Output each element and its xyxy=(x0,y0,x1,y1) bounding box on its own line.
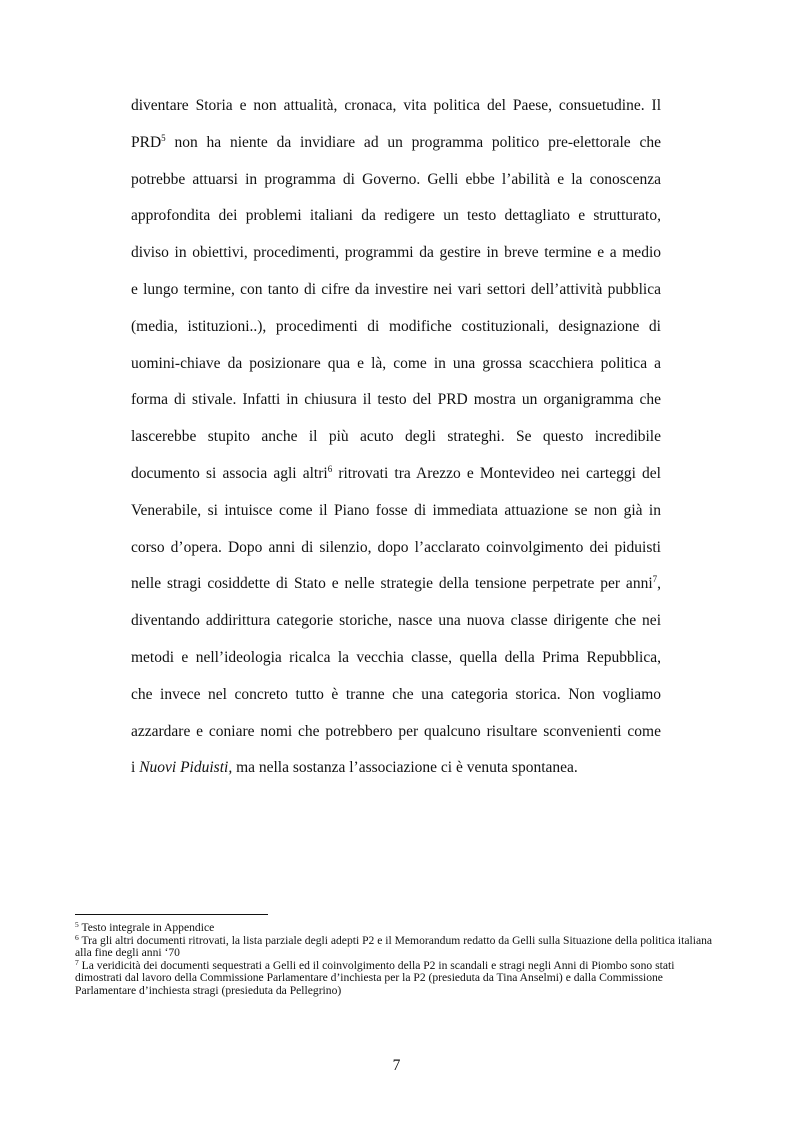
text-line: metodi e nell’ideologia ricalca la vecchia classe, quella della Prima Repubblica, xyxy=(131,648,661,666)
footnote-text: La veridicità dei documenti sequestrati a Gelli ed il coinvolgimento della P2 in scandali e stragi negli Anni di Piombo sono stati dimostrati dal lavoro della Commissione Parlamentare d’inchiesta per la P2 (presieduta da Tina Anselmi) e dalla Commissione Parlamentare d’inchiesta stragi (presieduta da Pellegrino) xyxy=(75,958,675,997)
text-line: diventare Storia e non attualità, cronaca, vita politica del Paese, consuetudine. Il xyxy=(131,97,661,114)
body-text xyxy=(131,88,661,787)
text-line: approfondita dei problemi italiani da redigere un testo dettagliato e strutturato, xyxy=(131,207,661,225)
footnote-text: Testo integrale in Appendice xyxy=(78,921,215,934)
text-line xyxy=(131,566,661,603)
footnotes xyxy=(75,922,720,998)
page-number: 7 xyxy=(392,1057,401,1074)
footnote-separator xyxy=(75,914,268,915)
text-run: ma nella sostanza l’associazione ci è venuta spontanea. xyxy=(232,759,578,777)
text-line: diventando addirittura categorie storiche, nasce una nuova classe dirigente che nei xyxy=(131,612,661,630)
footnote-reference[interactable]: 6 xyxy=(327,463,333,474)
text-line: (media, istituzioni..), procedimenti di modifiche costituzionali, designazione di xyxy=(131,317,661,335)
text-line: e lungo termine, con tanto di cifre da investire nei vari settori dell’attività pubblica xyxy=(131,280,661,298)
text-line: potrebbe attuarsi in programma di Governo. Gelli ebbe l’abilità e la conoscenza xyxy=(131,170,661,188)
text-run: , xyxy=(657,575,661,593)
text-run: nelle stragi cosiddette di Stato e nelle strategie della tensione perpetrate per anni xyxy=(131,575,653,593)
text-run: i xyxy=(131,759,140,777)
footnote-number: 5 xyxy=(75,920,79,929)
text-run: non ha niente da invidiare ad un programma politico pre-elettorale che xyxy=(165,133,661,151)
footnote-number: 6 xyxy=(75,932,79,942)
footnote-reference[interactable]: 5 xyxy=(161,132,166,143)
text-run: ritrovati tra Arezzo e Montevideo nei carteggi del xyxy=(332,464,661,482)
text-line: uomini-chiave da posizionare qua e là, come in una grossa scacchiera politica a xyxy=(131,354,661,372)
text-run: PRD xyxy=(131,133,162,151)
text-line xyxy=(131,125,661,162)
text-line: lascerebbe stupito anche il più acuto degli strateghi. Se questo incredibile xyxy=(131,428,661,446)
text-line: diviso in obiettivi, procedimenti, programmi da gestire in breve termine e a medio xyxy=(131,244,661,262)
text-line: azzardare e coniare nomi che potrebbero per qualcuno risultare sconvenienti come xyxy=(131,722,661,740)
text-line: forma di stivale. Infatti in chiusura il testo del PRD mostra un organigramma che xyxy=(131,391,661,409)
emphasis-text: Nuovi Piduisti, xyxy=(139,759,233,777)
footnote xyxy=(75,932,720,960)
text-line: Venerabile, si intuisce come il Piano fosse di immediata attuazione se non già in xyxy=(131,501,661,519)
text-run: documento si associa agli altri xyxy=(131,464,328,482)
text-line: corso d’opera. Dopo anni di silenzio, dopo l’acclarato coinvolgimento dei piduisti xyxy=(131,538,661,556)
footnote-text: Tra gli altri documenti ritrovati, la lista parziale degli adepti P2 e il Memorandum redatto da Gelli sulla Situazione della politica italiana alla fine degli anni ‘70 xyxy=(75,933,713,960)
footnote-reference[interactable]: 7 xyxy=(652,574,658,585)
text-line: che invece nel concreto tutto è tranne che una categoria storica. Non vogliamo xyxy=(131,685,661,703)
footnote xyxy=(75,957,720,998)
text-line xyxy=(131,456,661,493)
text-line xyxy=(131,750,661,787)
footnote-number: 7 xyxy=(75,957,79,967)
